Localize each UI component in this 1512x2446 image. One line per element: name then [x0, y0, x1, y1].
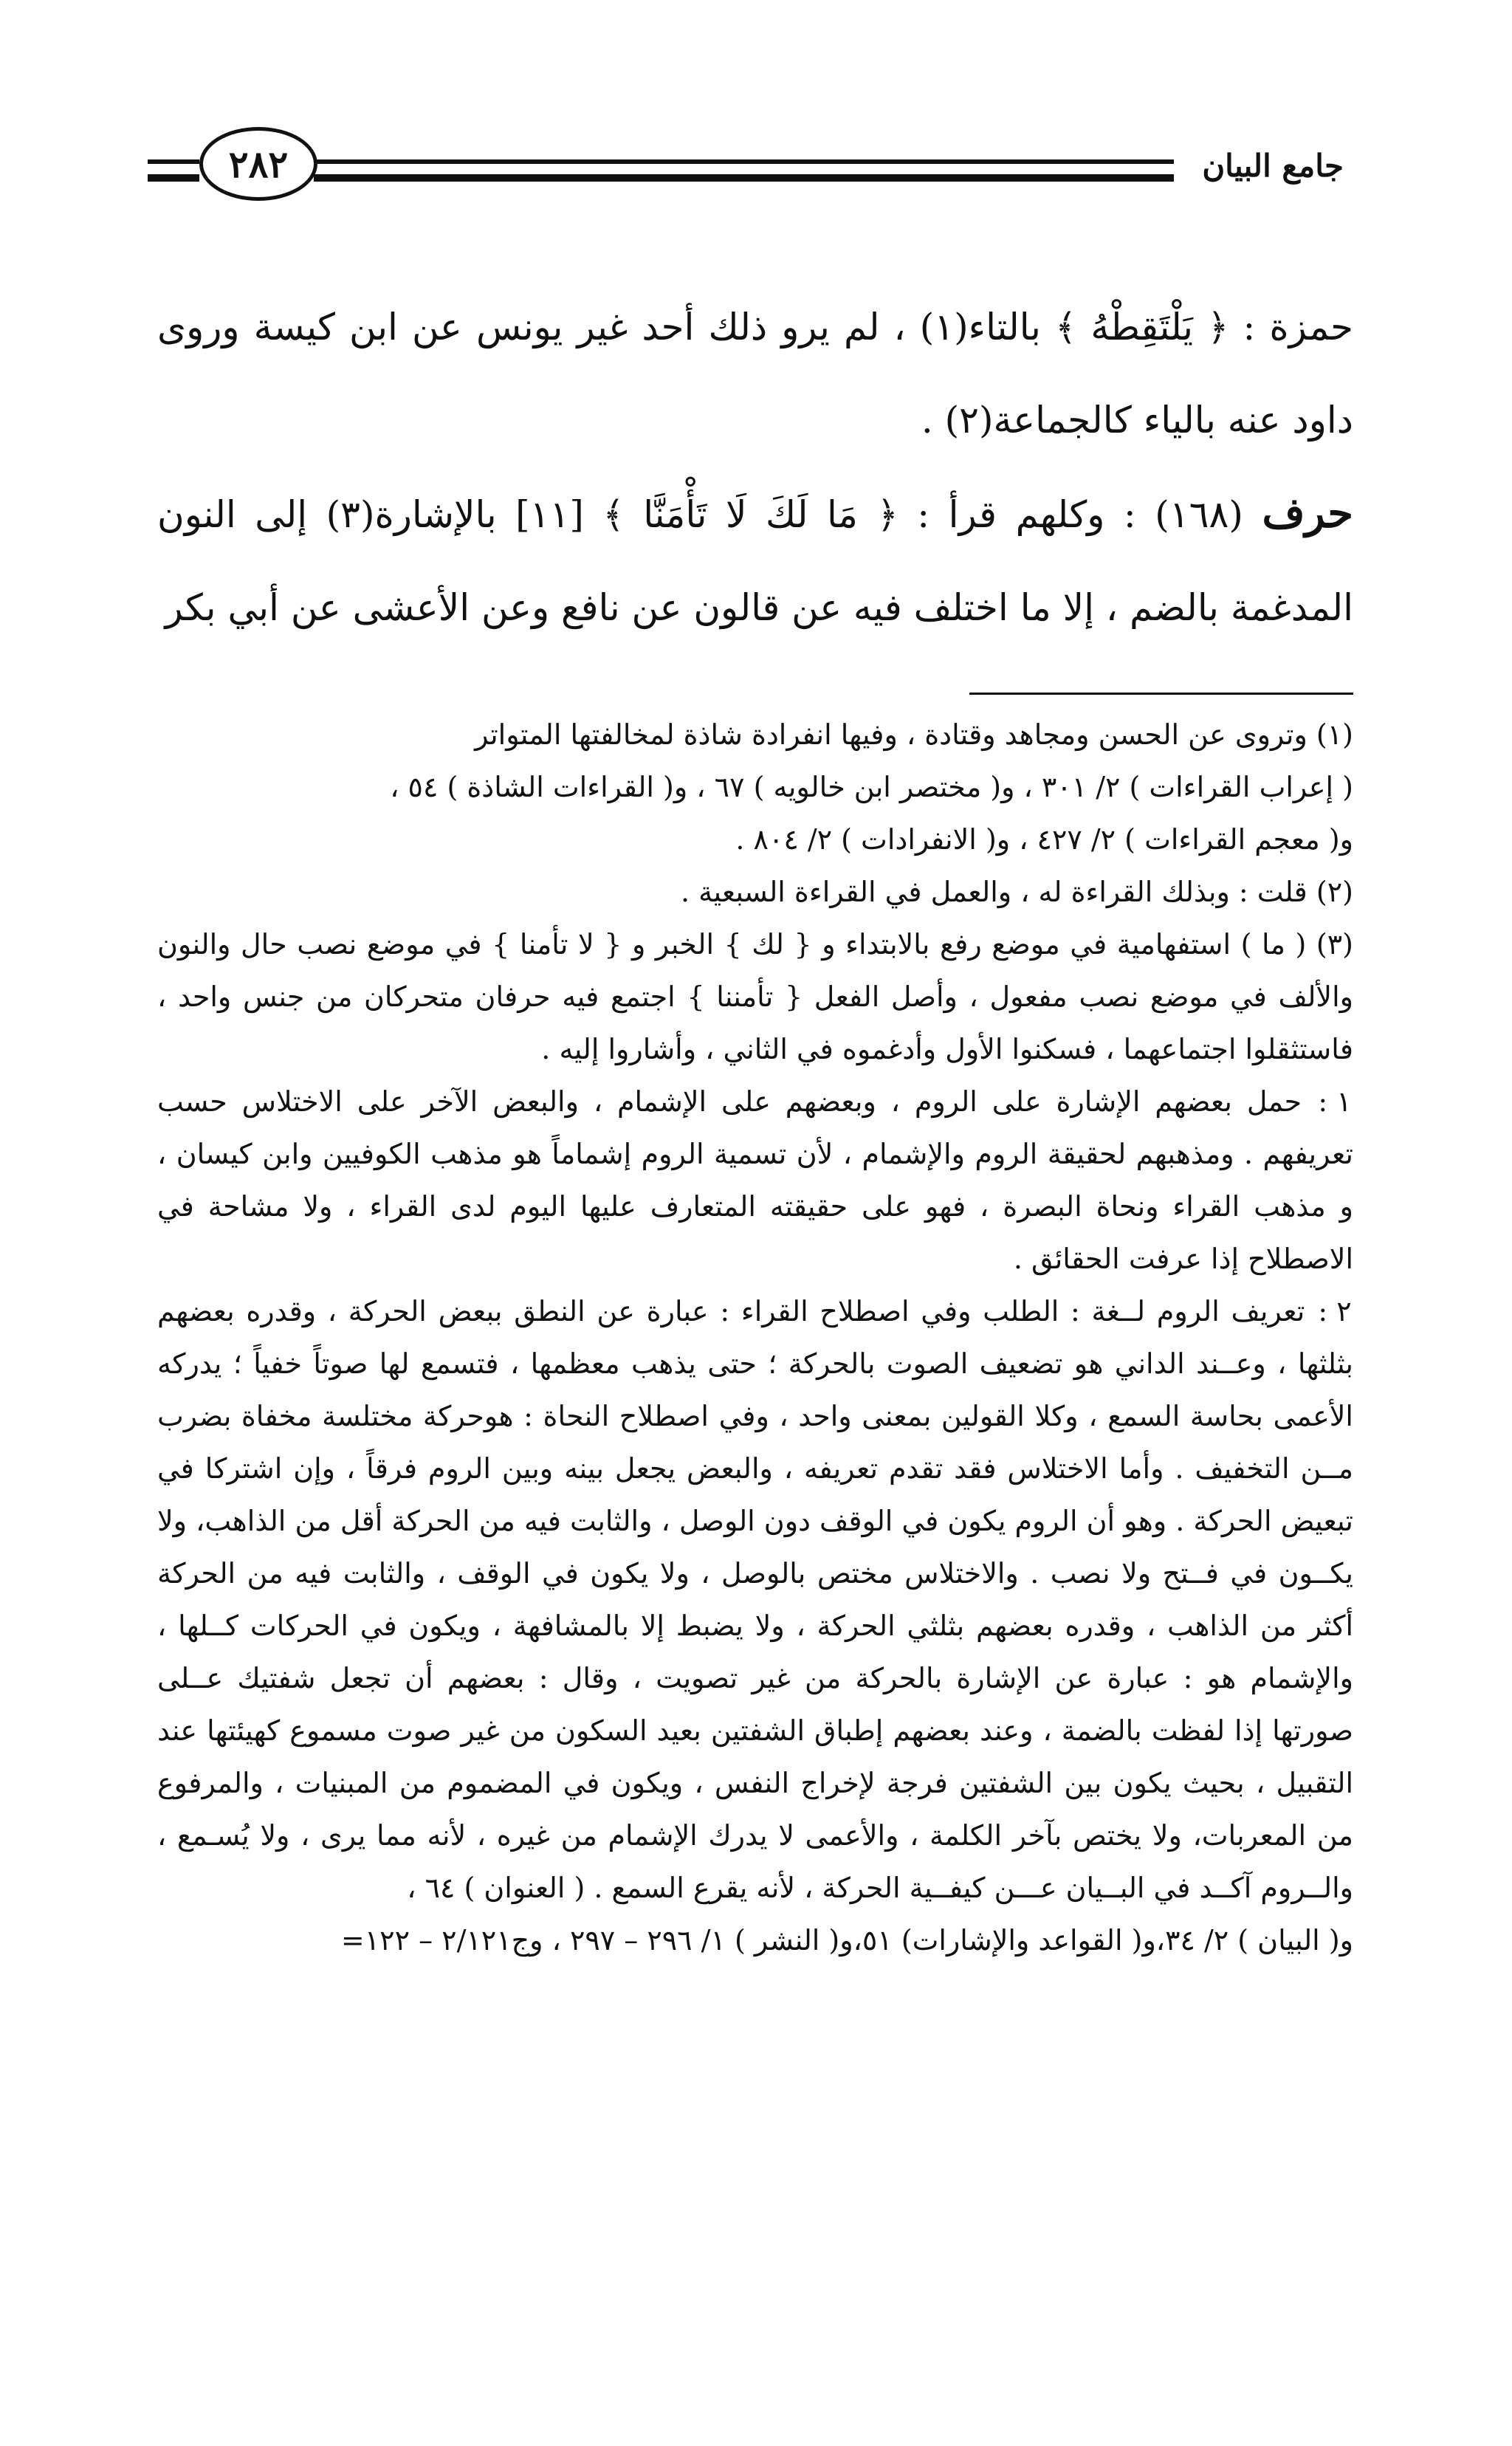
footnote-marker: (١): [1316, 718, 1353, 751]
note-1: [157, 1076, 1353, 1285]
main-paragraph-2-text: (١٦٨) : وكلهم قرأ : ﴿ مَا لَكَ لَا تَأْمَنَّا ﴾ [١١] بالإشارة(٣) إلى النون المدغمة بالضم ، إلا ما اختلف فيه عن قالون عن نافع وعن الأعشى عن أبي بكر: [157, 493, 1353, 629]
footnote-3: [157, 918, 1353, 1076]
footnote-marker: (٢): [1316, 876, 1353, 908]
header-rule-left-thick: [148, 174, 199, 182]
header-rule-thick: [314, 174, 1174, 182]
main-text: [157, 281, 1353, 654]
page-number: ٢٨٢: [199, 127, 317, 201]
footnote-text: و( معجم القراءات ) ٢/ ٤٢٧ ، و( الانفرادات ) ٢/ ٨٠٤ .: [735, 823, 1353, 856]
book-title: جامع البيان: [1202, 148, 1344, 184]
footnote-text: ( إعراب القراءات ) ٢/ ٣٠١ ، و( مختصر ابن خالويه ) ٦٧ ، و( القراءات الشاذة ) ٥٤ ،: [390, 771, 1353, 803]
header-rule-left-thin: [148, 159, 199, 164]
footnote-marker: (٣): [1316, 928, 1353, 961]
note-marker: ٢ :: [1318, 1295, 1352, 1327]
footnote-1: [157, 709, 1353, 761]
note-text: تعريف الروم لــغة : الطلب وفي اصطلاح القراء : عبارة عن النطق ببعض الحركة ، وقدره بعضهم بثلثها ، وعــند الداني هو تضعيف الصوت بالحركة ؛ حتى يذهب معظمها ، فتسمع لها صوتاً خفياً ؛ يدركه الأعمى بحاسة السمع ، وكلا القولين بمعنى واحد ، وفي اصطلاح النحاة : هوحركة مختلسة مخفاة بضرب مــن التخفيف . وأما الاختلاس فقد تقدم تعريفه ، والبعض يجعل بينه وبين الروم فرقاً ، وإن اشتركا في تبعيض الحركة . وهو أن الروم يكون في الوقف دون الوصل ، والثابت فيه من الحركة أقل من الذاهب، ولا يكــون في فــتح ولا نصب . والاختلاس مختص بالوصل ، ولا يكون في الوقف ، والثابت فيه من الحركة أكثر من الذاهب ، وقدره بعضهم بثلثي الحركة ، ولا يضبط إلا بالمشافهة ، ويكون في الحركات كــلها ، والإشمام هو : عبارة عن الإشارة بالحركة من غير تصويت ، وقال : بعضهم أن تجعل شفتيك عــلى صورتها إذا لفظت بالضمة ، وعند بعضهم إطباق الشفتين بعيد السكون من غير صوت مسموع كهيئتها عند التقبيل ، بحيث يكون بين الشفتين فرجة لإخراج النفس ، ويكون في المضموم من المبنيات ، والمرفوع من المعربات، ولا يختص بآخر الكلمة ، والأعمى لا يدرك الإشمام من غيره ، لأنه مما يرى ، ولا يُسـمع ، والــروم آكــد في البــيان عـــن كيفــية الحركة ، لأنه يقرع السمع . ( العنوان ) ٦٤ ،: [157, 1295, 1353, 1904]
footnote-text: قلت : وبذلك القراءة له ، والعمل في القراءة السبعية .: [681, 876, 1307, 908]
note-marker: ١ :: [1318, 1085, 1352, 1118]
page-header: [148, 118, 1344, 221]
note-text: و( البيان ) ٢/ ٣٤،و( القواعد والإشارات) ٥١،و( النشر ) ١/ ٢٩٦ – ٢٩٧ ، وج٢/١٢١ – ١٢٢=: [340, 1924, 1353, 1957]
footnote-text: وتروى عن الحسن ومجاهد وقتادة ، وفيها انفرادة شاذة لمخالفتها المتواتر: [475, 718, 1307, 751]
footnote-separator: [969, 693, 1353, 695]
note-2: [157, 1285, 1353, 1914]
note-2-references: [157, 1914, 1353, 1967]
main-paragraph-2: [157, 467, 1353, 654]
note-text: حمل بعضهم الإشارة على الروم ، وبعضهم على الإشمام ، والبعض الآخر على الاختلاس حسب تعريفهم . ومذهبهم لحقيقة الروم والإشمام ، لأن تسمية الروم إشماماً هو مذهب الكوفيين وابن كيسان ، و مذهب القراء ونحاة البصرة ، فهو على حقيقته المتعارف عليها اليوم لدى القراء ، ولا مشاحة في الاصطلاح إذا عرفت الحقائق .: [157, 1085, 1353, 1275]
main-paragraph-1: حمزة : ﴿ يَلْتَقِطْهُ ﴾ بالتاء(١) ، لم يرو ذلك أحد غير يونس عن ابن كيسة وروى داود عنه بالياء كالجماعة(٢) .: [157, 306, 1354, 442]
footnote-1-ref-1: [157, 761, 1353, 814]
footnote-2: [157, 866, 1353, 918]
footnotes: [157, 709, 1353, 1967]
harf-label: حرف: [1262, 489, 1354, 537]
header-rule-thin: [314, 159, 1174, 164]
footnote-1-ref-2: [157, 814, 1353, 866]
footnote-text: ( ما ) استفهامية في موضع رفع بالابتداء و { لك } الخبر و { لا تأمنا } في موضع نصب حال والنون والألف في موضع نصب مفعول ، وأصل الفعل { تأمننا } اجتمع فيه حرفان متحركان من جنس واحد ، فاستثقلوا اجتماعهما ، فسكنوا الأول وأدغموه في الثاني ، وأشاروا إليه .: [157, 928, 1353, 1065]
